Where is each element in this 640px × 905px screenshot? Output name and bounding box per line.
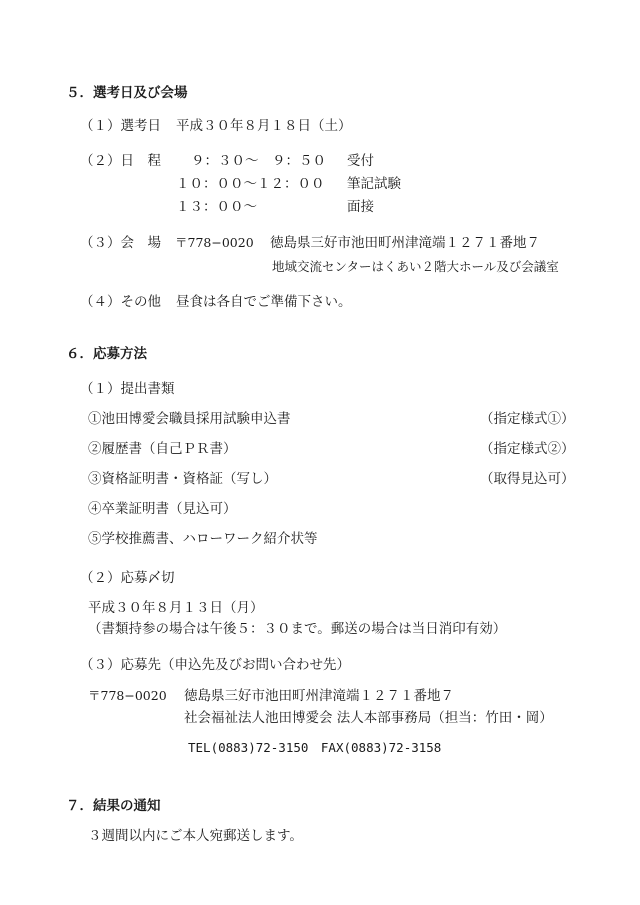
contact-postal: 〒778−0020 bbox=[88, 688, 167, 703]
schedule-item-3: 面接 bbox=[347, 199, 374, 215]
venue-label: （３）会 場 bbox=[80, 235, 161, 251]
venue-building: 地域交流センターはくあい２階大ホール及び会議室 bbox=[272, 259, 559, 274]
schedule-item-1: 受付 bbox=[347, 153, 374, 169]
venue-postal: 〒778−0020 bbox=[175, 235, 254, 250]
schedule-item-2: 筆記試験 bbox=[347, 176, 401, 192]
other-value: 昼食は各自でご準備下さい。 bbox=[176, 294, 352, 310]
schedule-time-1: ９：３０〜 ９：５０ bbox=[191, 153, 326, 169]
schedule-time-2: １０：００〜１２：００ bbox=[176, 176, 325, 192]
document-note-2: （指定様式②） bbox=[480, 441, 575, 457]
exam-date-value: 平成３０年８月１８日（土） bbox=[176, 118, 352, 134]
document-item-1: ①池田博愛会職員採用試験申込書 bbox=[88, 411, 291, 427]
document-item-3: ③資格証明書・資格証（写し） bbox=[88, 471, 277, 487]
section-5-heading: ５．選考日及び会場 bbox=[66, 85, 188, 101]
document-note-3: （取得見込可） bbox=[480, 471, 575, 487]
exam-date-label: （１）選考日 bbox=[80, 118, 161, 134]
document-item-2: ②履歴書（自己ＰＲ書） bbox=[88, 441, 237, 457]
deadline-label: （２）応募〆切 bbox=[80, 570, 175, 586]
schedule-time-3: １３：００〜 bbox=[176, 199, 257, 215]
contact-organization: 社会福祉法人池田博愛会 法人本部事務局（担当：竹田・岡） bbox=[184, 710, 553, 726]
schedule-label: （２）日 程 bbox=[80, 153, 161, 169]
contact-address: 徳島県三好市池田町州津滝端１２７１番地７ bbox=[184, 688, 454, 704]
venue-address: 徳島県三好市池田町州津滝端１２７１番地７ bbox=[270, 235, 540, 251]
section-6-heading: ６．応募方法 bbox=[66, 346, 147, 362]
deadline-date: 平成３０年８月１３日（月） bbox=[88, 600, 264, 616]
section-7-heading: ７．結果の通知 bbox=[66, 798, 161, 814]
other-label: （４）その他 bbox=[80, 294, 161, 310]
document-item-4: ④卒業証明書（見込可） bbox=[88, 501, 237, 517]
contact-phone-fax: TEL(0883)72-3150 FAX(0883)72-3158 bbox=[188, 740, 442, 755]
result-notice-text: ３週間以内にご本人宛郵送します。 bbox=[88, 828, 303, 844]
documents-label: （１）提出書類 bbox=[80, 381, 175, 397]
deadline-note: （書類持参の場合は午後５：３０まで。郵送の場合は当日消印有効） bbox=[88, 621, 507, 637]
contact-label: （３）応募先（申込先及びお問い合わせ先） bbox=[80, 657, 350, 673]
document-note-1: （指定様式①） bbox=[480, 411, 575, 427]
document-item-5: ⑤学校推薦書、ハローワーク紹介状等 bbox=[88, 531, 318, 547]
